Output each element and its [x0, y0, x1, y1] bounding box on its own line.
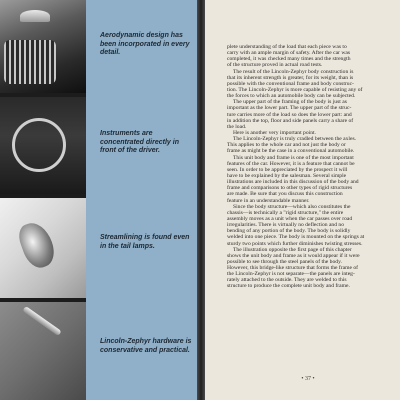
text-line: sturdy two points which further diminishes twisting stresses. — [227, 240, 363, 247]
text-line: of the structure proved in actual road tests. — [227, 62, 323, 69]
text-line: important as the lower part. The upper part of the struc- — [227, 105, 352, 112]
text-line: possible to see through the steel panels of the body. — [227, 258, 342, 265]
caption-aerodynamic: Aerodynamic design has been incorporated in every detail. — [100, 32, 190, 57]
text-line: assembly moves as a unit when the car passes over road — [227, 215, 353, 222]
text-line: possible with the conventional frame and body construc- — [227, 80, 354, 87]
caption-hardware: Lincoln-Zephyr hardware is conservative and practical. — [100, 338, 192, 354]
text-line: plete understanding of the load that each piece was to — [227, 44, 347, 50]
page-number: • 37 • — [301, 376, 315, 382]
text-line: the forces to which an automobile body can be subjected. — [227, 93, 356, 100]
text-line: feature in an understandable manner. — [227, 197, 310, 204]
text-line: irregularities. There is virtually no deflection and no — [227, 222, 345, 229]
text-line: have to be explained by the salesman. Several simple — [227, 172, 347, 179]
left-page — [0, 0, 197, 400]
text-line: features of the car. However, it is a feature that cannot be — [227, 160, 355, 167]
text-line: bending of any portion of the body. The body is solidly — [227, 228, 351, 235]
text-line: in addition the top, floor and side panels carry a share of — [227, 117, 354, 124]
text-line: However, this bridge-like structure that forms the frame of — [227, 265, 359, 272]
text-line: welded into one piece. The body is mounted on the springs at — [227, 234, 365, 241]
text-line: Here is another very important point. — [233, 129, 316, 136]
text-line: This unit body and frame is one of the most important — [233, 154, 354, 161]
book-gutter — [197, 0, 205, 400]
caption-column — [86, 0, 197, 400]
grille-icon — [4, 40, 56, 84]
text-line: the Lincoln-Zephyr is not separate—the panels are integ- — [227, 271, 355, 278]
photo-hood-ornament — [0, 0, 86, 93]
text-line: frame as might be the case in a conventional automobile. — [227, 148, 355, 155]
text-line: The Lincoln-Zephyr is truly cradled between the axles. — [233, 136, 357, 143]
text-line: structure to produce the complete unit body and frame. — [227, 283, 350, 290]
photo-column — [0, 0, 86, 400]
text-line: The upper part of the framing of the body is just as — [233, 99, 347, 106]
text-line: ture carries more of the load so does the lower part: and — [227, 111, 352, 118]
text-line: Since the body structure—which also constitutes the — [233, 203, 351, 210]
caption-instruments: Instruments are concentrated directly in front of the driver. — [100, 130, 179, 155]
text-line: seen. In order to be appreciated by the prospect it will — [227, 166, 348, 173]
body-text — [227, 44, 400, 290]
text-line: frame and comparisons to other types of rigid structures — [227, 185, 353, 192]
text-line: carry with an ample margin of safety. After the car was — [227, 50, 351, 57]
text-line: rately attached to the outside. They are welded to this — [227, 277, 347, 284]
text-line: The result of the Lincoln-Zephyr body construction is — [233, 68, 354, 75]
right-page — [205, 0, 400, 400]
caption-streamlining: Streamlining is found even in the tail lamps. — [100, 234, 190, 250]
photo-door-handle — [0, 302, 86, 400]
text-line: tion. The Lincoln-Zephyr is more capable of resisting any of — [227, 86, 363, 93]
text-line: This applies to the whole car and not just the body or — [227, 142, 346, 149]
text-line: are made. Be sure that you discuss this construction — [227, 191, 343, 198]
text-line: illustrations are included in this discussion of the body and — [227, 179, 359, 186]
text-line: shows the unit body and frame as it would appear if it were — [227, 252, 360, 259]
text-line: completed, it was checked many times and the strength — [227, 56, 351, 63]
steering-wheel-icon — [12, 118, 66, 172]
text-line: that its inherent strength is greater, for its weight, than is — [227, 74, 354, 81]
text-line: The illustration opposite the first page of this chapter — [233, 246, 352, 253]
text-line: the load. — [227, 123, 247, 130]
hood-ornament-icon — [20, 10, 50, 22]
text-line: chassis—is technically a "rigid structure," the entire — [227, 209, 344, 216]
